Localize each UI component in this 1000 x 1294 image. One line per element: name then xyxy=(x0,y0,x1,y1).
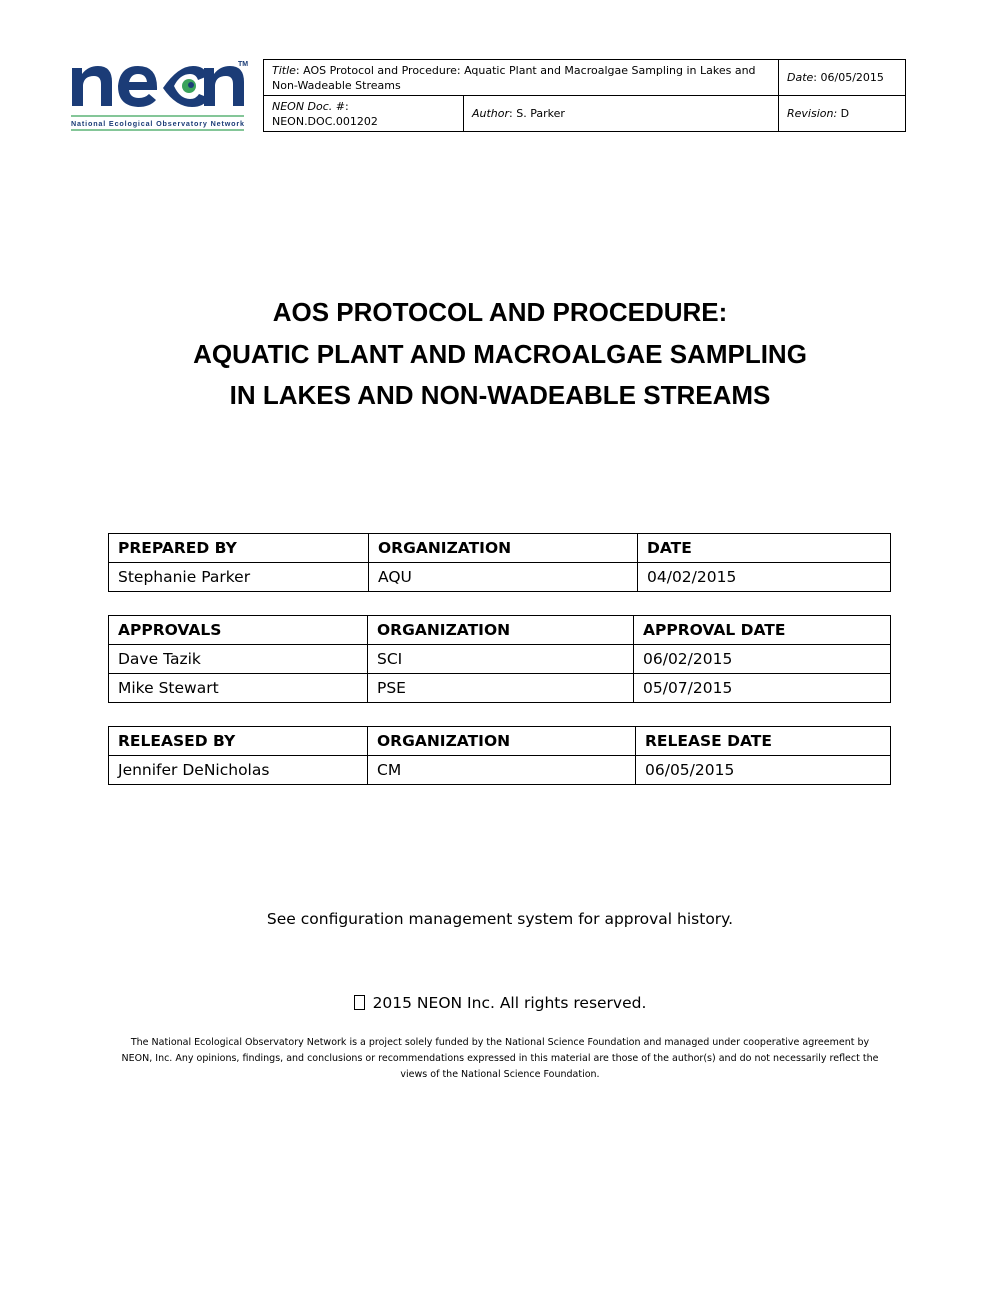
document-title xyxy=(0,292,1000,417)
trademark-mark: TM xyxy=(238,61,248,68)
neon-logo xyxy=(68,58,248,132)
header-title-cell xyxy=(264,60,779,96)
doc-number-value: : NEON.DOC.001202 xyxy=(272,99,378,128)
header-author-cell xyxy=(464,96,779,132)
table-cell: Stephanie Parker xyxy=(109,563,369,592)
released-by-table xyxy=(108,726,891,785)
header-date-cell xyxy=(779,60,906,96)
column-header: APPROVALS xyxy=(109,616,368,645)
column-header: APPROVAL DATE xyxy=(634,616,891,645)
title-label: Title xyxy=(272,63,296,77)
table-cell: 06/05/2015 xyxy=(636,756,891,785)
table-cell: CM xyxy=(368,756,636,785)
column-header: ORGANIZATION xyxy=(368,616,634,645)
table-header-row xyxy=(109,727,891,756)
revision-value: D xyxy=(837,107,850,120)
table-header-row xyxy=(109,534,891,563)
table-row xyxy=(109,756,891,785)
title-line-2: AQUATIC PLANT AND MACROALGAE SAMPLING xyxy=(193,338,807,369)
title-value: : AOS Protocol and Procedure: Aquatic Plant and Macroalgae Sampling in Lakes and Non-Wadeable Streams xyxy=(272,63,756,92)
table-row xyxy=(109,563,891,592)
copyright-text: 2015 NEON Inc. All rights reserved. xyxy=(372,994,647,1012)
table-cell: SCI xyxy=(368,645,634,674)
author-label: Author xyxy=(472,107,510,120)
copyright-line xyxy=(0,994,1000,1012)
table-row xyxy=(109,645,891,674)
doc-number-label: NEON Doc. # xyxy=(272,99,346,113)
table-cell: 05/07/2015 xyxy=(634,674,891,703)
date-value: : 06/05/2015 xyxy=(813,71,884,84)
column-header: RELEASED BY xyxy=(109,727,368,756)
missing-glyph-icon xyxy=(354,995,365,1010)
table-cell: 06/02/2015 xyxy=(634,645,891,674)
logo-tagline: National Ecological Observatory Network xyxy=(71,119,244,128)
author-value: : S. Parker xyxy=(509,107,565,120)
table-header-row xyxy=(109,616,891,645)
table-cell: AQU xyxy=(369,563,638,592)
table-cell: Jennifer DeNicholas xyxy=(109,756,368,785)
funding-disclaimer: The National Ecological Observatory Network is a project solely funded by the National Science Foundation and managed under cooperative agreement by NEON, Inc. Any opinions, findings, and conclusions or recommendations expressed in this material are those of the author(s) and do not necessarily reflect the views of the National Science Foundation. xyxy=(121,1037,879,1080)
table-cell: 04/02/2015 xyxy=(638,563,891,592)
column-header: ORGANIZATION xyxy=(369,534,638,563)
header-doc-cell xyxy=(264,96,464,132)
column-header: DATE xyxy=(638,534,891,563)
config-management-note: See configuration management system for approval history. xyxy=(266,910,734,928)
column-header: ORGANIZATION xyxy=(368,727,636,756)
revision-label: Revision: xyxy=(787,107,838,120)
prepared-by-table xyxy=(108,533,891,592)
table-cell: Mike Stewart xyxy=(109,674,368,703)
title-line-1: AOS PROTOCOL AND PROCEDURE: xyxy=(272,297,728,327)
table-cell: Dave Tazik xyxy=(109,645,368,674)
title-line-3: IN LAKES AND NON-WADEABLE STREAMS xyxy=(229,380,771,410)
column-header: PREPARED BY xyxy=(109,534,369,563)
header-metadata-table xyxy=(263,59,906,132)
column-header: RELEASE DATE xyxy=(636,727,891,756)
header-revision-cell xyxy=(779,96,906,132)
table-row xyxy=(109,674,891,703)
table-cell: PSE xyxy=(368,674,634,703)
approvals-table xyxy=(108,615,891,703)
date-label: Date xyxy=(787,71,814,84)
